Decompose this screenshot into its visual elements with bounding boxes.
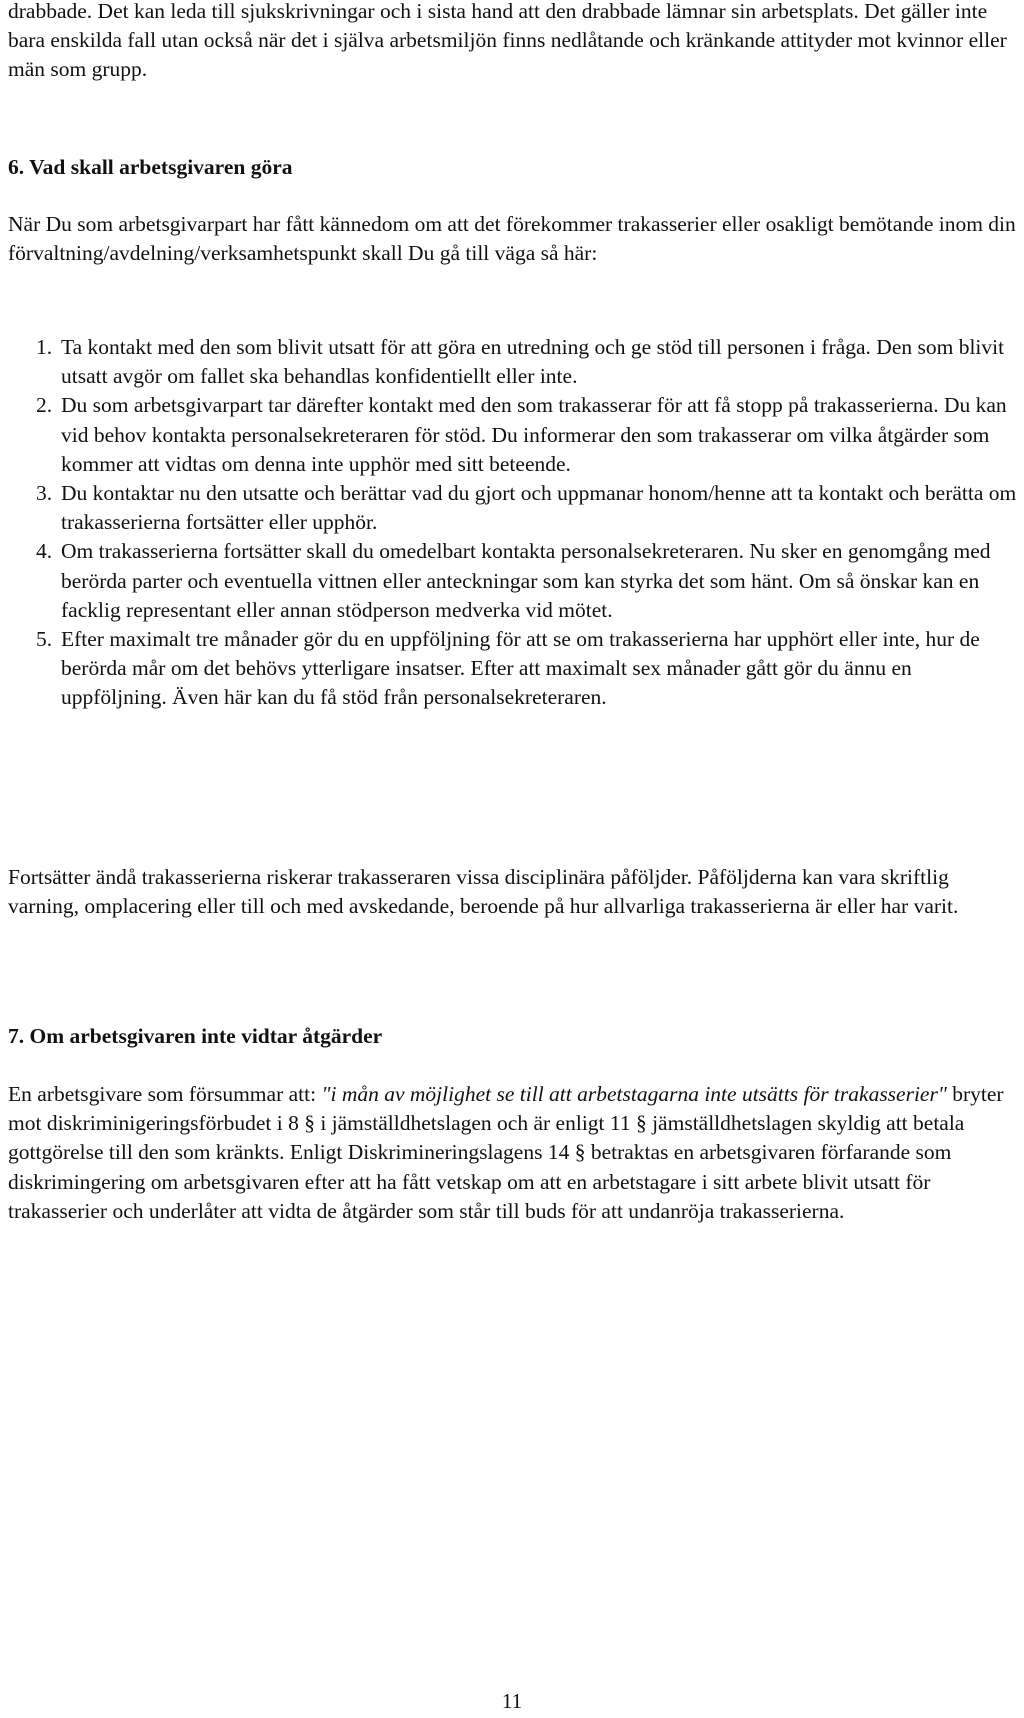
- step-number: 5.: [36, 627, 53, 652]
- step-number: 3.: [36, 481, 53, 506]
- page-number: 11: [501, 1689, 523, 1713]
- section-7-paragraph: [8, 1080, 1018, 1226]
- step-text: Du som arbetsgivarpart tar därefter kontakt med den som trakasserar för att få stopp på trakasserierna. Du kan vid behov kontakta personalsekreteraren för stöd. Du informerar den som trakasserar om vilka åtgärder som kommer att vidtas om denna inte upphör med sitt beteende.: [61, 393, 1007, 476]
- intro-paragraph: drabbade. Det kan leda till sjukskrivningar och i sista hand att den drabbade lämnar sin arbetsplats. Det gäller inte bara enskilda fall utan också när det i själva arbetsmiljön finns nedlåtande och kränkande attityder mot kvinnor eller män som grupp.: [8, 0, 1007, 82]
- step-text: Ta kontakt med den som blivit utsatt för att göra en utredning och ge stöd till personen i fråga. Den som blivit utsatt avgör om fallet ska behandlas konfidentiellt eller inte.: [61, 335, 1005, 389]
- section-7-text-after-quote: bryter mot diskriminigeringsförbudet i 8 § i jämställdhetslagen och är enligt 11 § jämställdhetslagen skyldig att betala gottgörelse till den som kränkts. Enligt Diskrimineringslagens 14 § betraktas en arbetsgivaren förfarande som diskrimingering om arbetsgivaren efter att ha fått vetskap om att en arbetstagare i sitt arbete blivit utsatt för trakasserier och underlåter att vidta de åtgärder som står till buds för att undanröja trakasserierna.: [8, 1082, 1004, 1223]
- section-7-heading: 7. Om arbetsgivaren inte vidtar åtgärder: [8, 1024, 383, 1048]
- step-text: Om trakasserierna fortsätter skall du omedelbart kontakta personalsekreteraren. Nu sker en genomgång med berörda parter och eventuella vittnen eller anteckningar som kan styrka det som hänt. Om så önskar kan en facklig representant eller annan stödperson medverka vid mötet.: [61, 539, 991, 622]
- consequence-paragraph: Fortsätter ändå trakasserierna riskerar trakasseraren vissa disciplinära påföljder. Påföljderna kan vara skriftlig varning, omplacering eller till och med avskedande, beroende på hur allvarliga trakasserierna är eller har varit.: [8, 865, 959, 919]
- step-number: 2.: [36, 393, 53, 418]
- list-item: [8, 479, 1018, 537]
- section-6-intro-paragraph: När Du som arbetsgivarpart har fått kännedom om att det förekommer trakasserier eller osakligt bemötande inom din förvaltning/avdelning/verksamhetspunkt skall Du gå till väga så här:: [8, 212, 1016, 266]
- section-7-quote: "i mån av möjlighet se till att arbetstagarna inte utsätts för trakasserier": [321, 1082, 947, 1106]
- list-item: [8, 333, 1018, 391]
- list-item: [8, 537, 1018, 625]
- step-text: Du kontaktar nu den utsatte och berättar vad du gjort och uppmanar honom/henne att ta kontakt och berätta om trakasserierna fortsätter eller upphör.: [61, 481, 1017, 535]
- action-steps-list: [8, 333, 1018, 713]
- step-number: 4.: [36, 539, 53, 564]
- list-item: [8, 391, 1018, 479]
- step-text: Efter maximalt tre månader gör du en uppföljning för att se om trakasserierna har upphört eller inte, hur de berörda mår om det behövs ytterligare insatser. Efter att maximalt sex månader gått gör du ännu en uppföljning. Även här kan du få stöd från personalsekreteraren.: [61, 627, 980, 710]
- list-item: [8, 625, 1018, 713]
- section-6-heading: 6. Vad skall arbetsgivaren göra: [8, 155, 293, 179]
- step-number: 1.: [36, 335, 53, 359]
- section-7-text-before-quote: En arbetsgivare som försummar att:: [8, 1082, 322, 1106]
